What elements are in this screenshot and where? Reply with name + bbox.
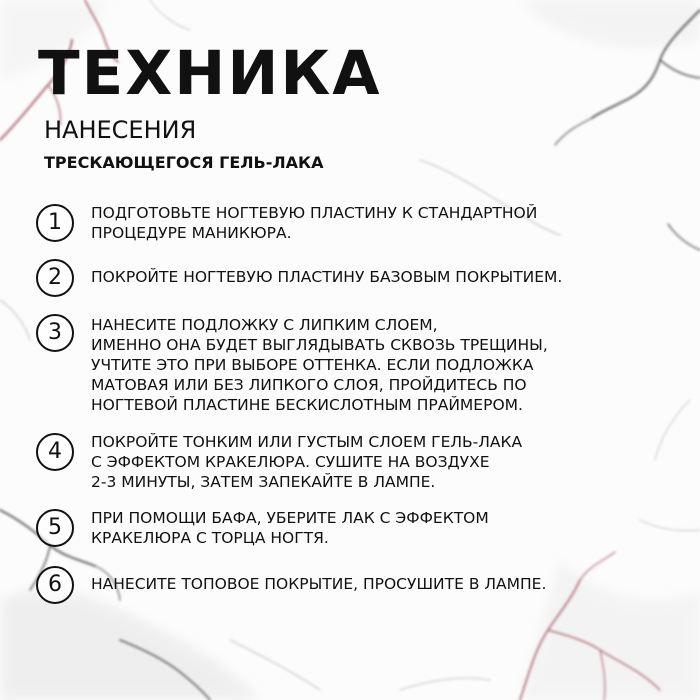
step-text-line: ПРОЦЕДУРЕ МАНИКЮРА. bbox=[91, 224, 292, 242]
step-number-badge: 2 bbox=[36, 259, 74, 297]
page-subtitle-secondary: ТРЕСКАЮЩЕГОСЯ ГЕЛЬ-ЛАКА bbox=[44, 153, 324, 172]
step-number-badge: 4 bbox=[36, 433, 74, 471]
step-text bbox=[91, 315, 681, 415]
step-number-badge: 5 bbox=[36, 509, 74, 547]
page-title: ТЕХНИКА bbox=[38, 38, 382, 109]
page-subtitle: НАНЕСЕНИЯ bbox=[44, 116, 197, 144]
step-text bbox=[91, 574, 681, 594]
step-text-line: ПРИ ПОМОЩИ БАФА, УБЕРИТЕ ЛАК С ЭФФЕКТОМ bbox=[91, 509, 489, 527]
step-text-line: НАНЕСИТЕ ТОПОВОЕ ПОКРЫТИЕ, ПРОСУШИТЕ В ЛАМПЕ. bbox=[91, 575, 547, 593]
step-text-line: ПОКРОЙТЕ НОГТЕВУЮ ПЛАСТИНУ БАЗОВЫМ ПОКРЫТИЕМ. bbox=[91, 268, 563, 286]
step-text-line: ИМЕННО ОНА БУДЕТ ВЫГЛЯДЫВАТЬ СКВОЗЬ ТРЕЩИНЫ, bbox=[91, 336, 548, 354]
step-text-line: ПОКРОЙТЕ ТОНКИМ ИЛИ ГУСТЫМ СЛОЕМ ГЕЛЬ-ЛАКА bbox=[91, 433, 523, 451]
step-text bbox=[91, 432, 681, 492]
step-number-badge: 1 bbox=[36, 204, 74, 242]
step-text-line: 2-3 МИНУТЫ, ЗАТЕМ ЗАПЕКАЙТЕ В ЛАМПЕ. bbox=[91, 473, 436, 491]
step-text bbox=[91, 508, 681, 548]
step-text bbox=[91, 203, 681, 243]
step-number-badge: 6 bbox=[36, 566, 74, 604]
step-text-line: КРАКЕЛЮРА С ТОРЦА НОГТЯ. bbox=[91, 529, 329, 547]
step-text bbox=[91, 267, 681, 287]
step-text-line: НОГТЕВОЙ ПЛАСТИНЕ БЕСКИСЛОТНЫМ ПРАЙМЕРОМ. bbox=[91, 396, 523, 414]
step-text-line: НАНЕСИТЕ ПОДЛОЖКУ С ЛИПКИМ СЛОЕМ, bbox=[91, 316, 438, 334]
step-text-line: ПОДГОТОВЬТЕ НОГТЕВУЮ ПЛАСТИНУ К СТАНДАРТНОЙ bbox=[91, 204, 538, 222]
step-text-line: МАТОВАЯ ИЛИ БЕЗ ЛИПКОГО СЛОЯ, ПРОЙДИТЕСЬ ПО bbox=[91, 376, 527, 394]
step-text-line: УЧТИТЕ ЭТО ПРИ ВЫБОРЕ ОТТЕНКА. ЕСЛИ ПОДЛОЖКА bbox=[91, 356, 534, 374]
step-number-badge: 3 bbox=[36, 314, 74, 352]
step-text-line: С ЭФФЕКТОМ КРАКЕЛЮРА. СУШИТЕ НА ВОЗДУХЕ bbox=[91, 453, 490, 471]
